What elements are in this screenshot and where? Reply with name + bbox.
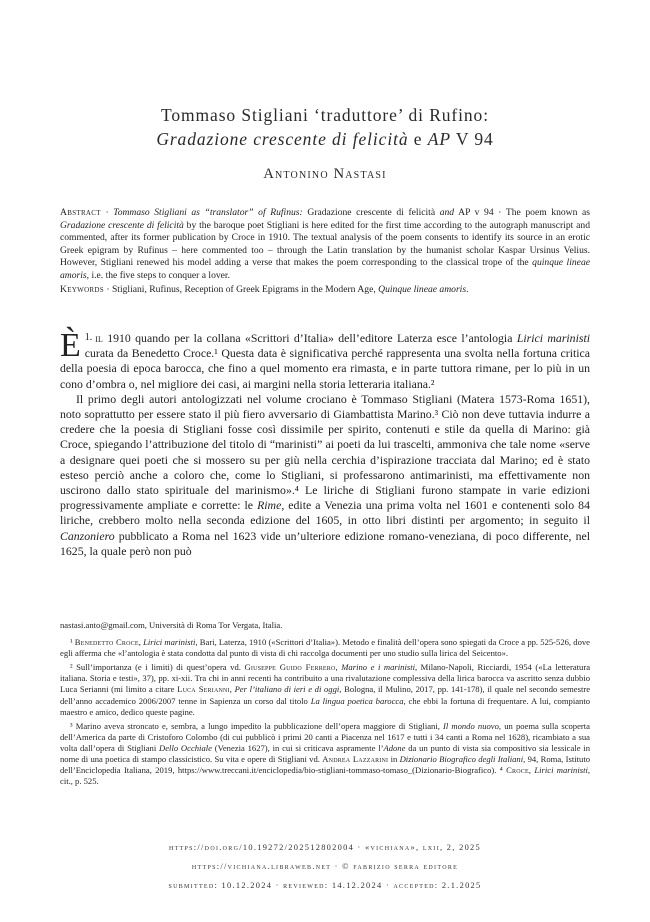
- footnote-3: ³ Marino aveva stroncato e, sembra, a lungo impedito la pubblicazione dell’opera maggiore di Stigliani, Il mondo nuovo, un poema sulla scoperta dell’America da parte di Cristoforo Colombo (di cui pubblicò i primi 20 canti a Piacenza nel 1617 e tutti i 34 canti a Roma nel 1628), ricambiato a sua volta dall’opera di Stigliani Dello Occhiale (Venezia 1627), in cui si criticava aspramente l’Adone da un punto di vista sia compositivo sia lessicale in nome di una poetica di stampo classicistico. Su vita e opere di Stigliani vd. Andrea Lazzarini in Dizionario Biografico degli Italiani, 94, Roma, Istituto dell’Enciclopedia Italiana, 2019, https://www.treccani.it/enciclopedia/bio-stigliani-tommaso-tomaso_(Dizionario-Biografico). ⁴ Croce, Lirici marinisti, cit., p. 525.: [60, 720, 591, 787]
- footer-doi: https://doi.org/10.19272/202512802004 · «vichiana», lxii, 2, 2025: [168, 843, 482, 852]
- footer-website: https://vichiana.libraweb.net · © fabrizio serra editore: [191, 862, 459, 871]
- footnotes: [60, 620, 590, 790]
- body-text: [60, 327, 591, 559]
- abstract-label: Abstract: [60, 207, 101, 218]
- footnote-4: ⁴ Croce, Lirici marinisti, cit., p. 525.: [60, 765, 591, 787]
- title-line-2: Gradazione crescente di felicità e AP V 94: [156, 129, 494, 149]
- section-number: 1.: [84, 332, 93, 343]
- article-author: Antonino Nastasi: [263, 166, 387, 182]
- abstract: Abstract · Tommaso Stigliani as “translator” of Rufinus: Gradazione crescente di felicità and AP v 94 · The poem known as Gradazione crescente di felicità by the baroque poet Stigliani is here edited for the first time according to the autograph manuscript and commented, after its former publication by Croce in 1910. The textual analysis of the poem consents to identify its source in an erotic Greek epigram by Rufinus – here commented too – through the Latin translation by the humanist scholar Kaspar Ursinus Velius. However, Stigliani renewed his model adding a verse that makes the poem corresponding to the classical trope of the quinque lineae amoris, i.e. the five steps to conquer a lover.: [60, 207, 590, 281]
- drop-cap: È: [60, 327, 81, 364]
- article-title: [60, 103, 590, 151]
- author-contact: nastasi.anto@gmail.com, Università di Roma Tor Vergata, Italia.: [60, 620, 283, 630]
- keywords: Keywords · Stigliani, Rufinus, Reception of Greek Epigrams in the Modern Age, Quinque lineae amoris.: [60, 284, 469, 295]
- title-line-1: Tommaso Stigliani ‘traduttore’ di Rufino:: [161, 105, 489, 125]
- footnote-1: ¹ Benedetto Croce, Lirici marinisti, Bari, Laterza, 1910 («Scrittori d’Italia»). Metodo e finalità dell’opera sono spiegati da Croce a pp. 525-526, dove egli afferma che «l’antologia è stata condotta dal punto di vista di chi raccolga documenti per uno studio sulla lirica del Seicento».: [60, 637, 590, 659]
- paragraph-2: Il primo degli autori antologizzati nel volume crociano è Tommaso Stigliani (Matera 1573-Roma 1651), noto soprattutto per essere stato il più fiero avversario di Giambattista Marino.³ Ciò non deve tuttavia indurre a credere che la poesia di Stigliani fosse così dissimile per spirito, contenuti e stile da quella di Marino: già Croce, spiegando l’attribuzione del titolo di “marinisti” ai poeti da lui trascelti, ammoniva che tale nome «serve a designare quei poeti che si mossero su per giù nella cerchia d’ispirazione tracciata dal Marino; ed è stato esteso perciò anche a coloro che, come lo Stigliani, si professarono antimarinisti, ma effettivamente non uscirono dallo stato spirituale del marinismo».⁴ Le liriche di Stigliani furono stampate in varie edizioni progressivamente ampliate e corrette: le Rime, edite a Venezia una prima volta nel 1601 e contenenti solo 84 liriche, crebbero molto nella seconda edizione del 1605, in otto libri distinti per argomento; in seguito il Canzoniero pubblicato a Roma nel 1623 vide un’ulteriore edizione romano-veneziana, di poco differente, nel 1625, la quale però non può: [60, 391, 590, 558]
- footer-dates: submitted: 10.12.2024 · reviewed: 14.12.2024 · accepted: 2.1.2025: [168, 881, 482, 890]
- paragraph-1: 1. È il 1910 quando per la collana «Scrittori d’Italia» dell’editore Laterza esce l’antologia Lirici marinisti curata da Benedetto Croce.¹ Questa data è significativa perché rappresenta una svolta nella fortuna critica della poesia di epoca barocca, che fino a quel momento era rimasta, e in parte tuttora rimane, per lo più in un cono d’ombra o, nel migliore dei casi, ai margini nella storia letteraria italiana.²: [60, 327, 591, 391]
- footnote-2: ² Sull’importanza (e i limiti) di quest’opera vd. Giuseppe Guido Ferrero, Marino e i marinisti, Milano-Napoli, Ricciardi, 1954 («La letteratura italiana. Storia e testi», 37), pp. xi-xii. Tra chi in anni recenti ha contribuito a una rivalutazione complessiva della lirica barocca va ascritto senza dubbio Luca Serianni (mi limito a citare Luca Serianni, Per l’italiano di ieri e di oggi, Bologna, il Mulino, 2017, pp. 141-178), il quale nel secondo semestre dell’anno accademico 2006/2007 tenne in Sapienza un corso dal titolo La lingua poetica barocca, che ebbi la fortuna di frequentare. A lui, compianto maestro e amico, dedico queste pagine.: [60, 662, 591, 717]
- keywords-label: Keywords: [60, 284, 104, 295]
